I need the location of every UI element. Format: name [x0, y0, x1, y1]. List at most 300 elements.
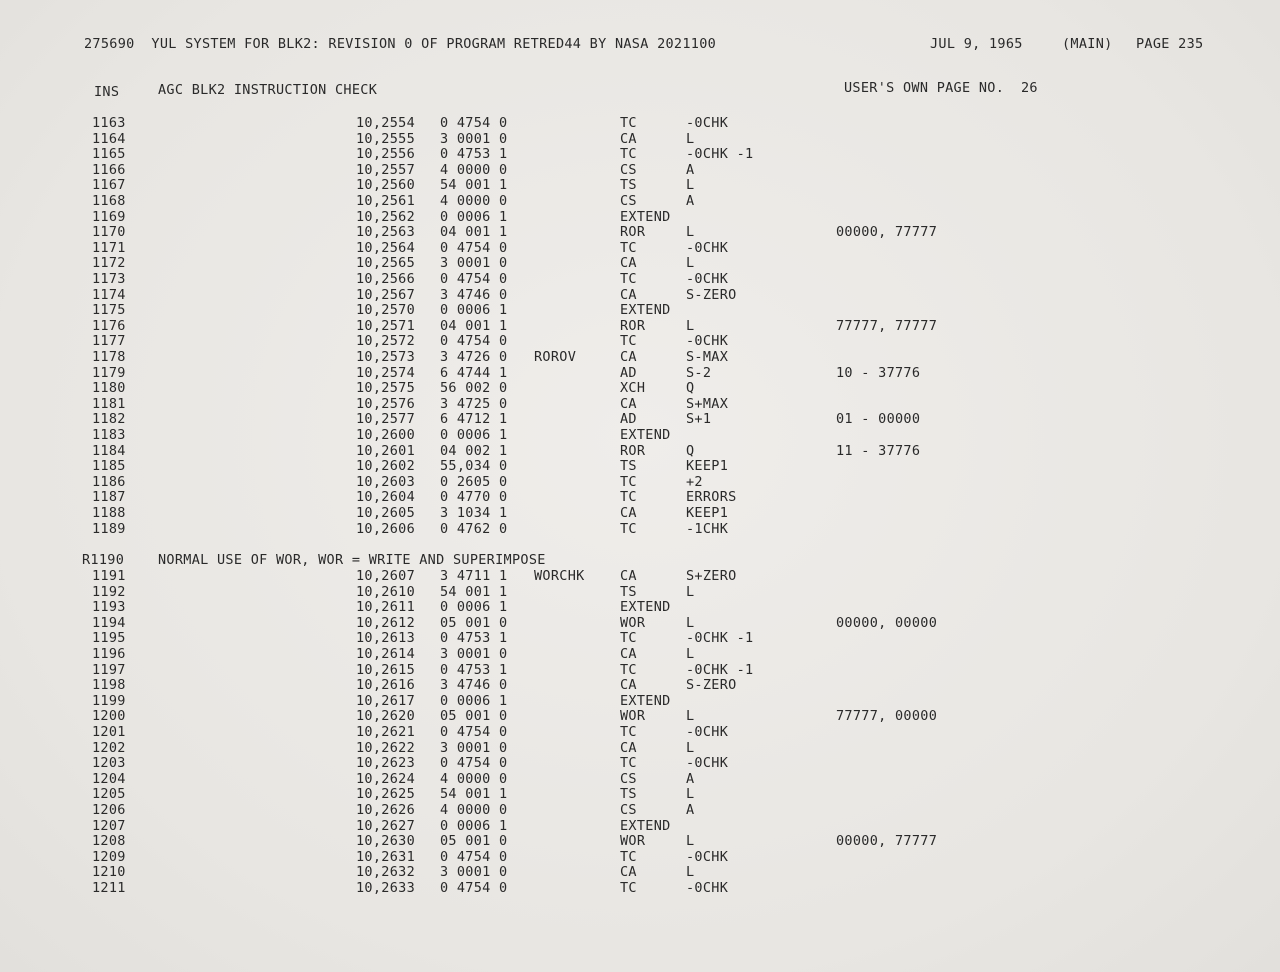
octal-code: 0 4754 0 — [440, 239, 508, 256]
listing-row — [0, 818, 1280, 834]
opcode: TC — [620, 333, 637, 350]
octal-code: 0 4754 0 — [440, 333, 508, 350]
listing-row — [0, 489, 1280, 505]
opcode: TS — [620, 177, 637, 194]
listing-row — [0, 255, 1280, 271]
listing-row — [0, 849, 1280, 865]
operand: -0CHK — [686, 115, 729, 131]
operand: KEEP1 — [686, 505, 729, 521]
opcode: TC — [620, 473, 637, 490]
listing-row — [0, 443, 1280, 459]
octal-code: 0 0006 1 — [440, 302, 508, 319]
listing-row — [0, 177, 1280, 193]
opcode: CS — [620, 802, 637, 818]
line-number: 1165 — [92, 146, 126, 163]
header-page-number: PAGE 235 — [1136, 36, 1204, 52]
line-number: 1207 — [92, 817, 126, 834]
line-number: 1206 — [92, 802, 126, 818]
listing-row — [0, 302, 1280, 318]
listing-row — [0, 458, 1280, 474]
operand: -1CHK — [686, 520, 729, 537]
address: 10,2621 — [356, 724, 415, 740]
line-number: 1169 — [92, 208, 126, 225]
line-number: 1176 — [92, 317, 126, 334]
listing-row — [0, 708, 1280, 724]
operand: L — [686, 708, 695, 725]
operand: -0CHK — [686, 755, 729, 772]
octal-code: 04 001 1 — [440, 224, 508, 241]
line-number: 1167 — [92, 177, 126, 194]
line-number: 1203 — [92, 755, 126, 772]
operand: L — [686, 786, 695, 803]
octal-code: 4 0000 0 — [440, 770, 508, 787]
address: 10,2624 — [356, 770, 415, 787]
operand: L — [686, 255, 695, 272]
address: 10,2574 — [356, 364, 415, 381]
opcode: TC — [620, 115, 637, 131]
listing-row — [0, 209, 1280, 225]
octal-code: 04 002 1 — [440, 442, 508, 459]
address: 10,2557 — [356, 161, 415, 178]
operand: S-2 — [686, 364, 712, 381]
opcode: CA — [620, 395, 637, 412]
opcode: CA — [620, 505, 637, 521]
comment: 00000, 00000 — [836, 614, 938, 631]
octal-code: 4 0000 0 — [440, 161, 508, 178]
line-number: 1193 — [92, 599, 126, 616]
operand: -0CHK -1 — [686, 661, 754, 678]
header-program-line: 275690 YUL SYSTEM FOR BLK2: REVISION 0 OF PROGRAM RETRED44 BY NASA 2021100 — [84, 36, 717, 52]
address: 10,2577 — [356, 411, 415, 428]
octal-code: 54 001 1 — [440, 177, 508, 194]
operand: -0CHK — [686, 271, 729, 287]
line-number: 1181 — [92, 395, 126, 412]
listing-row — [0, 662, 1280, 678]
address: 10,2603 — [356, 473, 415, 490]
address: 10,2601 — [356, 442, 415, 459]
operand: L — [686, 646, 695, 662]
listing-row — [0, 584, 1280, 600]
octal-code: 0 4754 0 — [440, 848, 508, 865]
operand: L — [686, 864, 695, 881]
octal-code: 0 4754 0 — [440, 271, 508, 287]
operand: KEEP1 — [686, 458, 729, 475]
address: 10,2567 — [356, 286, 415, 303]
address: 10,2620 — [356, 708, 415, 725]
symbol-label: ROROV — [534, 349, 577, 365]
listing-row — [0, 833, 1280, 849]
address: 10,2564 — [356, 239, 415, 256]
address: 10,2633 — [356, 880, 415, 896]
octal-code: 56 002 0 — [440, 380, 508, 397]
operand: S-ZERO — [686, 286, 737, 303]
comment: 00000, 77777 — [836, 833, 938, 850]
operand: A — [686, 802, 695, 818]
line-number: 1170 — [92, 224, 126, 241]
opcode: AD — [620, 411, 637, 428]
octal-code: 3 0001 0 — [440, 255, 508, 272]
octal-code: 0 0006 1 — [440, 208, 508, 225]
column-header-ins: INS — [94, 84, 120, 100]
line-number: 1185 — [92, 458, 126, 475]
opcode: TS — [620, 458, 637, 475]
address: 10,2561 — [356, 193, 415, 209]
listing-row — [0, 240, 1280, 256]
listing-row — [0, 193, 1280, 209]
comment: 00000, 77777 — [836, 224, 938, 241]
listing-row — [0, 740, 1280, 756]
opcode: CA — [620, 255, 637, 272]
operand: L — [686, 833, 695, 850]
operand: A — [686, 161, 695, 178]
listing-row — [0, 599, 1280, 615]
address: 10,2604 — [356, 489, 415, 506]
operand: L — [686, 130, 695, 147]
octal-code: 0 4753 1 — [440, 630, 508, 647]
octal-code: 04 001 1 — [440, 317, 508, 334]
line-number: 1191 — [92, 568, 126, 584]
line-number: 1189 — [92, 520, 126, 537]
opcode: TS — [620, 583, 637, 600]
listing-row — [0, 521, 1280, 537]
octal-code: 3 0001 0 — [440, 646, 508, 662]
octal-code: 05 001 0 — [440, 708, 508, 725]
operand: Q — [686, 380, 695, 397]
listing-row — [0, 162, 1280, 178]
address: 10,2610 — [356, 583, 415, 600]
opcode: WOR — [620, 833, 646, 850]
line-number: 1182 — [92, 411, 126, 428]
listing-row — [0, 271, 1280, 287]
address: 10,2565 — [356, 255, 415, 272]
octal-code: 54 001 1 — [440, 583, 508, 600]
address: 10,2615 — [356, 661, 415, 678]
octal-code: 0 0006 1 — [440, 817, 508, 834]
opcode: CA — [620, 286, 637, 303]
line-number: 1209 — [92, 848, 126, 865]
opcode: CA — [620, 646, 637, 662]
listing-row — [0, 365, 1280, 381]
octal-code: 3 4746 0 — [440, 286, 508, 303]
address: 10,2607 — [356, 568, 415, 584]
listing-row — [0, 755, 1280, 771]
opcode: CS — [620, 770, 637, 787]
header-main: (MAIN) — [1062, 36, 1113, 52]
opcode: TC — [620, 755, 637, 772]
octal-code: 3 0001 0 — [440, 864, 508, 881]
line-number: 1175 — [92, 302, 126, 319]
opcode: ROR — [620, 442, 646, 459]
opcode: ROR — [620, 317, 646, 334]
opcode: TC — [620, 489, 637, 506]
operand: +2 — [686, 473, 703, 490]
listing-row — [0, 693, 1280, 709]
listing-row — [0, 380, 1280, 396]
octal-code: 05 001 0 — [440, 833, 508, 850]
listing-row — [0, 615, 1280, 631]
address: 10,2602 — [356, 458, 415, 475]
opcode: TC — [620, 848, 637, 865]
opcode: TC — [620, 880, 637, 896]
comment: 77777, 00000 — [836, 708, 938, 725]
address: 10,2614 — [356, 646, 415, 662]
octal-code: 3 4711 1 — [440, 568, 508, 584]
listing-row — [0, 115, 1280, 131]
opcode: CS — [620, 161, 637, 178]
address: 10,2623 — [356, 755, 415, 772]
opcode: EXTEND — [620, 208, 671, 225]
octal-code: 0 2605 0 — [440, 473, 508, 490]
address: 10,2612 — [356, 614, 415, 631]
listing-row — [0, 568, 1280, 584]
address: 10,2556 — [356, 146, 415, 163]
octal-code: 6 4712 1 — [440, 411, 508, 428]
operand: L — [686, 177, 695, 194]
address: 10,2563 — [356, 224, 415, 241]
address: 10,2575 — [356, 380, 415, 397]
operand: -0CHK -1 — [686, 630, 754, 647]
opcode: CA — [620, 349, 637, 365]
octal-code: 3 4746 0 — [440, 677, 508, 694]
line-number: 1195 — [92, 630, 126, 647]
opcode: EXTEND — [620, 692, 671, 709]
address: 10,2600 — [356, 427, 415, 443]
opcode: TC — [620, 724, 637, 740]
line-number: 1177 — [92, 333, 126, 350]
line-number: 1168 — [92, 193, 126, 209]
operand: -0CHK — [686, 724, 729, 740]
octal-code: 0 4770 0 — [440, 489, 508, 506]
operand: S+1 — [686, 411, 712, 428]
listing-row — [0, 427, 1280, 443]
operand: Q — [686, 442, 695, 459]
line-number: 1171 — [92, 239, 126, 256]
address: 10,2631 — [356, 848, 415, 865]
octal-code: 0 0006 1 — [440, 692, 508, 709]
address: 10,2616 — [356, 677, 415, 694]
line-number: 1166 — [92, 161, 126, 178]
opcode: WOR — [620, 708, 646, 725]
operand: L — [686, 614, 695, 631]
listing-row — [0, 880, 1280, 896]
address: 10,2625 — [356, 786, 415, 803]
listing-row — [0, 349, 1280, 365]
operand: ERRORS — [686, 489, 737, 506]
line-number: 1163 — [92, 115, 126, 131]
line-number: 1179 — [92, 364, 126, 381]
listing-row — [0, 224, 1280, 240]
line-number: 1187 — [92, 489, 126, 506]
opcode: EXTEND — [620, 427, 671, 443]
listing-row — [0, 131, 1280, 147]
octal-code: 3 0001 0 — [440, 739, 508, 756]
operand: L — [686, 739, 695, 756]
opcode: TC — [620, 146, 637, 163]
address: 10,2632 — [356, 864, 415, 881]
line-number: 1202 — [92, 739, 126, 756]
operand: A — [686, 770, 695, 787]
operand: S-ZERO — [686, 677, 737, 694]
line-number: 1194 — [92, 614, 126, 631]
opcode: CA — [620, 568, 637, 584]
opcode: AD — [620, 364, 637, 381]
opcode: XCH — [620, 380, 646, 397]
octal-code: 0 4754 0 — [440, 880, 508, 896]
address: 10,2571 — [356, 317, 415, 334]
operand: S+ZERO — [686, 568, 737, 584]
octal-code: 0 4753 1 — [440, 146, 508, 163]
line-number: 1210 — [92, 864, 126, 881]
line-number: 1205 — [92, 786, 126, 803]
address: 10,2555 — [356, 130, 415, 147]
listing-row — [0, 146, 1280, 162]
operand: L — [686, 224, 695, 241]
operand: -0CHK — [686, 239, 729, 256]
octal-code: 0 4762 0 — [440, 520, 508, 537]
line-number: 1200 — [92, 708, 126, 725]
address: 10,2627 — [356, 817, 415, 834]
octal-code: 3 4726 0 — [440, 349, 508, 365]
listing-row — [0, 771, 1280, 787]
line-number: 1201 — [92, 724, 126, 740]
line-number: 1180 — [92, 380, 126, 397]
operand: A — [686, 193, 695, 209]
octal-code: 4 0000 0 — [440, 193, 508, 209]
listing-row — [0, 505, 1280, 521]
line-number: 1204 — [92, 770, 126, 787]
line-number: 1196 — [92, 646, 126, 662]
operand: S+MAX — [686, 395, 729, 412]
opcode: TC — [620, 661, 637, 678]
line-number: 1186 — [92, 473, 126, 490]
address: 10,2576 — [356, 395, 415, 412]
operand: -0CHK — [686, 848, 729, 865]
opcode: ROR — [620, 224, 646, 241]
octal-code: 54 001 1 — [440, 786, 508, 803]
octal-code: 3 1034 1 — [440, 505, 508, 521]
address: 10,2566 — [356, 271, 415, 287]
opcode: TS — [620, 786, 637, 803]
address: 10,2562 — [356, 208, 415, 225]
octal-code: 6 4744 1 — [440, 364, 508, 381]
listing-row — [0, 646, 1280, 662]
comment: 10 - 37776 — [836, 364, 921, 381]
octal-code: 05 001 0 — [440, 614, 508, 631]
line-number: 1199 — [92, 692, 126, 709]
users-own-page: USER'S OWN PAGE NO. 26 — [844, 80, 1038, 96]
listing-title: AGC BLK2 INSTRUCTION CHECK — [158, 82, 378, 98]
opcode: EXTEND — [620, 817, 671, 834]
line-number: 1184 — [92, 442, 126, 459]
opcode: WOR — [620, 614, 646, 631]
listing-row — [0, 724, 1280, 740]
address: 10,2622 — [356, 739, 415, 756]
address: 10,2626 — [356, 802, 415, 818]
octal-code: 0 4753 1 — [440, 661, 508, 678]
octal-code: 0 4754 0 — [440, 724, 508, 740]
opcode: CS — [620, 193, 637, 209]
listing-row — [0, 786, 1280, 802]
address: 10,2570 — [356, 302, 415, 319]
opcode: CA — [620, 864, 637, 881]
operand: -0CHK -1 — [686, 146, 754, 163]
listing-row — [0, 411, 1280, 427]
opcode: EXTEND — [620, 599, 671, 616]
opcode: TC — [620, 271, 637, 287]
address: 10,2572 — [356, 333, 415, 350]
address: 10,2611 — [356, 599, 415, 616]
opcode: CA — [620, 677, 637, 694]
listing-row — [0, 802, 1280, 818]
listing-row — [0, 677, 1280, 693]
listing-row — [0, 630, 1280, 646]
line-number: 1183 — [92, 427, 126, 443]
octal-code: 3 0001 0 — [440, 130, 508, 147]
octal-code: 0 0006 1 — [440, 427, 508, 443]
line-number: 1208 — [92, 833, 126, 850]
opcode: TC — [620, 239, 637, 256]
address: 10,2613 — [356, 630, 415, 647]
line-number: 1211 — [92, 880, 126, 896]
address: 10,2573 — [356, 349, 415, 365]
operand: L — [686, 317, 695, 334]
line-number: 1188 — [92, 505, 126, 521]
section-line-number: R1190 — [82, 552, 125, 568]
octal-code: 4 0000 0 — [440, 802, 508, 818]
opcode: CA — [620, 739, 637, 756]
operand: S-MAX — [686, 349, 729, 365]
operand: -0CHK — [686, 880, 729, 896]
line-number: 1173 — [92, 271, 126, 287]
opcode: TC — [620, 520, 637, 537]
address: 10,2606 — [356, 520, 415, 537]
address: 10,2630 — [356, 833, 415, 850]
opcode: EXTEND — [620, 302, 671, 319]
section-row — [0, 552, 1280, 568]
listing-row — [0, 474, 1280, 490]
listing-row — [0, 864, 1280, 880]
octal-code: 0 0006 1 — [440, 599, 508, 616]
listing-row — [0, 287, 1280, 303]
line-number: 1164 — [92, 130, 126, 147]
symbol-label: WORCHK — [534, 568, 585, 584]
listing-row — [0, 333, 1280, 349]
comment: 77777, 77777 — [836, 317, 938, 334]
octal-code: 0 4754 0 — [440, 115, 508, 131]
line-number: 1197 — [92, 661, 126, 678]
comment: 11 - 37776 — [836, 442, 921, 459]
opcode: CA — [620, 130, 637, 147]
listing-row — [0, 396, 1280, 412]
line-number: 1192 — [92, 583, 126, 600]
address: 10,2560 — [356, 177, 415, 194]
header-date: JUL 9, 1965 — [930, 36, 1023, 52]
octal-code: 0 4754 0 — [440, 755, 508, 772]
line-number: 1172 — [92, 255, 126, 272]
operand: -0CHK — [686, 333, 729, 350]
address: 10,2617 — [356, 692, 415, 709]
line-number: 1174 — [92, 286, 126, 303]
operand: L — [686, 583, 695, 600]
section-heading: NORMAL USE OF WOR, WOR = WRITE AND SUPERIMPOSE — [158, 552, 546, 568]
line-number: 1198 — [92, 677, 126, 694]
opcode: TC — [620, 630, 637, 647]
address: 10,2554 — [356, 115, 415, 131]
line-number: 1178 — [92, 349, 126, 365]
octal-code: 3 4725 0 — [440, 395, 508, 412]
comment: 01 - 00000 — [836, 411, 921, 428]
octal-code: 55,034 0 — [440, 458, 508, 475]
